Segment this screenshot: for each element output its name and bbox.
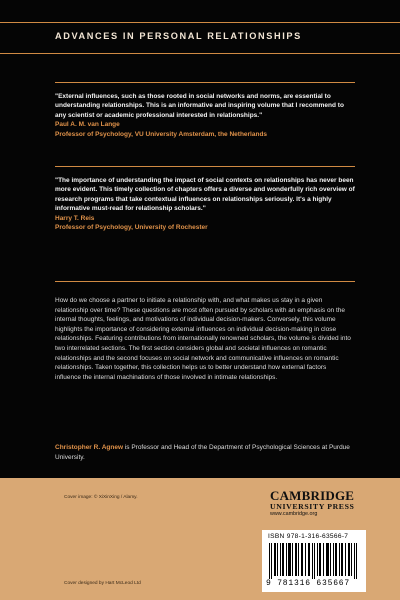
cover-image-credit: Cover image: © XiXinXing / Alamy. xyxy=(64,495,138,500)
endorsement-quote: "External influences, such as those rooted in social networks and norms, are essential to understanding relationships. This is an informative and inspiring volume that I recommend to any scientist or academic professional interested in relationships." xyxy=(55,93,344,119)
endorsement-1 xyxy=(55,82,355,163)
series-banner xyxy=(0,22,400,54)
endorser-name: Paul A. M. van Lange xyxy=(55,121,120,129)
endorsement-2 xyxy=(55,166,355,282)
barcode-icon xyxy=(268,543,360,579)
barcode-digits: 9 781316 635667 xyxy=(266,579,351,588)
publisher-name: CAMBRIDGE xyxy=(270,488,355,503)
designer-credit: Cover designed by Hart McLeod Ltd xyxy=(64,581,141,586)
isbn-label: ISBN 978-1-316-63566-7 xyxy=(268,533,349,540)
editor-bio xyxy=(55,443,353,462)
barcode-box xyxy=(262,530,366,592)
publisher-subtitle: UNIVERSITY PRESS xyxy=(270,502,355,511)
endorser-name: Harry T. Reis xyxy=(55,214,95,222)
endorsement-quote: "The importance of understanding the impact of social contexts on relationships has never been more evident. This timely collection of chapters offers a diverse and wonderfully rich overview of research programs that take contextual influences on relationships seriously. It's a highly informative must-read for relationship scholars." xyxy=(55,177,355,213)
editor-bio-text: is Professor and Head of the Department of Psychological Sciences at Purdue University. xyxy=(55,444,350,461)
book-description: How do we choose a partner to initiate a relationship with, and what makes us stay in a given relationship over time? These questions are most often pursued by scholars with an emphasis on the internal thoughts, feelings, and motivations of individual decision-makers. Conversely, this volume highlights the importance of considering external influences on individual decision-making in close relationships. Featuring contributions from internationally renowned scholars, the volume is divided into two interrelated sections. The first section considers global and societal influences on romantic relationships and the second focuses on social network and communicative influences on romantic relationships. Taken together, this collection helps us to better understand how external factors influence the internal machinations of those involved in intimate relationships. xyxy=(55,297,351,381)
endorser-title: Professor of Psychology, VU University Amsterdam, the Netherlands xyxy=(55,130,268,138)
publisher-url: www.cambridge.org xyxy=(270,511,318,517)
series-title: ADVANCES IN PERSONAL RELATIONSHIPS xyxy=(55,31,302,41)
publisher-logo xyxy=(270,489,370,518)
editor-name: Christopher R. Agnew xyxy=(55,444,124,451)
endorser-title: Professor of Psychology, University of Rochester xyxy=(55,224,208,232)
